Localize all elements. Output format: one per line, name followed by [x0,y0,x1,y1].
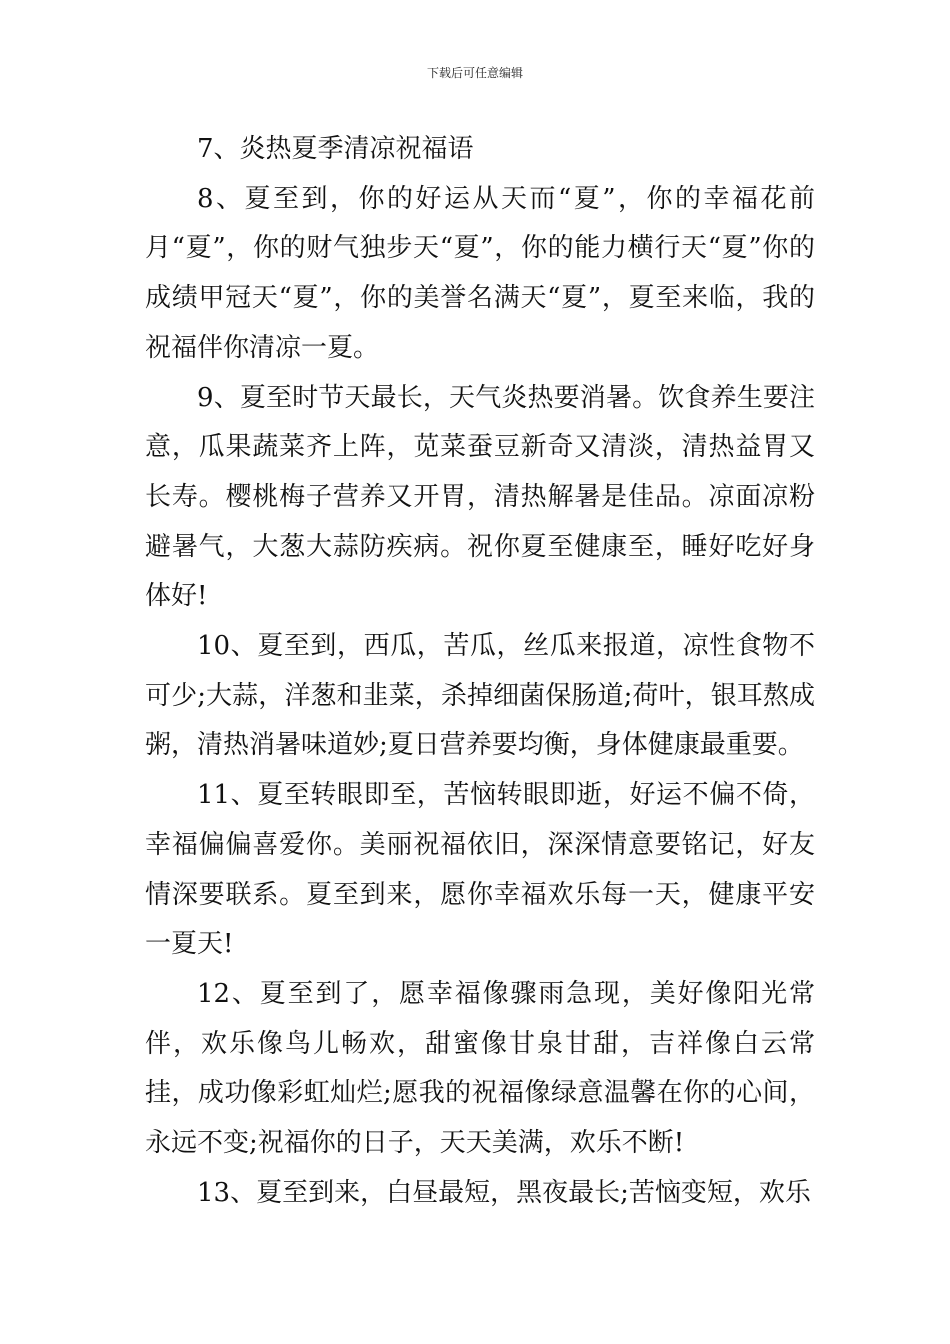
document-body [145,125,815,1218]
paragraph-8: 8、夏至到，你的好运从天而“夏”，你的幸福花前月“夏”，你的财气独步天“夏”，你的能力横行天“夏”你的成绩甲冠天“夏”，你的美誉名满天“夏”，夏至来临，我的祝福伴你清凉一夏。 [145,183,815,363]
page-header: 下载后可任意编辑 [426,66,523,80]
paragraph-13: 13、夏至到来，白昼最短，黑夜最长;苦恼变短，欢乐 [197,1177,811,1208]
paragraph-10: 10、夏至到，西瓜，苦瓜，丝瓜来报道，凉性食物不可少;大蒜，洋葱和韭菜，杀掉细菌保肠道;荷叶，银耳熬成粥，清热消暑味道妙;夏日营养要均衡，身体健康最重要。 [145,631,815,761]
paragraph-7: 7、炎热夏季清凉祝福语 [197,134,474,164]
paragraph-12: 12、夏至到了，愿幸福像骤雨急现，美好像阳光常伴，欢乐像鸟儿畅欢，甜蜜像甘泉甘甜，吉祥像白云常挂，成功像彩虹灿烂;愿我的祝福像绿意温馨在你的心间，永远不变;祝福你的日子，天天美满，欢乐不断! [145,978,815,1159]
paragraph-11: 11、夏至转眼即至，苦恼转眼即逝，好运不偏不倚，幸福偏偏喜爱你。美丽祝福依旧，深深情意要铭记，好友情深要联系。夏至到来，愿你幸福欢乐每一天，健康平安一夏天! [145,780,815,960]
paragraph-9: 9、夏至时节天最长，天气炎热要消暑。饮食养生要注意，瓜果蔬菜齐上阵，苋菜蚕豆新奇又清淡，清热益胃又长寿。樱桃梅子营养又开胃，清热解暑是佳品。凉面凉粉避暑气，大葱大蒜防疾病。祝你夏至健康至，睡好吃好身体好! [145,382,815,612]
